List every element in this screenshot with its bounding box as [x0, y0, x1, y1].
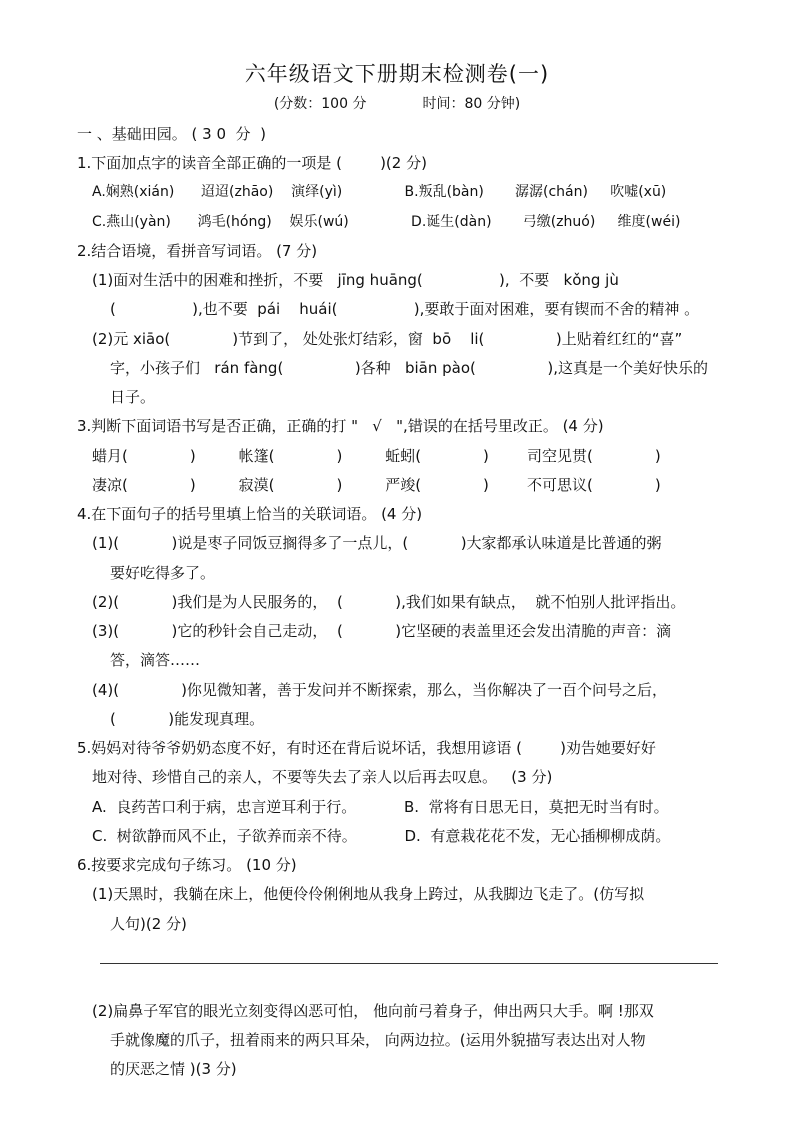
q4-item3-line1: (3)( )它的秒针会自己走动， ( )它坚硬的表盖里还会发出清脆的声音：滴 — [92, 622, 672, 640]
question-2: 2.结合语境，看拼音写词语。 (7 分) — [77, 242, 318, 260]
q2-part2-line2: 字，小孩子们 rán fàng( )各种 biān pào( ),这真是一个美好快乐的 — [110, 359, 709, 377]
time-info: 时间：80 分钟) — [422, 96, 521, 112]
q6-part2-line1: (2)扁鼻子军官的眼光立刻变得凶恶可怕， 他向前弓着身子，伸出两只大手。啊 !那双 — [92, 1002, 654, 1020]
q2-part1-line1: (1)面对生活中的困难和挫折，不要 jīng huāng( ), 不要 kǒng jù — [92, 271, 619, 289]
q1-options-ab: A.娴熟(xián) 迢迢(zhāo) 演绎(yì) B.叛乱(bàn) 潺潺(chán) 吹嘘(xū) — [92, 184, 667, 200]
q2-part1-line2: ( ),也不要 pái huái( ),要敢于面对困难，要有锲而不舍的精神 。 — [110, 300, 700, 318]
q3-row2: 凄凉( ) 寂漠( ) 严竣( ) 不可思议( ) — [92, 476, 661, 494]
q4-item1-line1: (1)( )说是枣子同饭豆搁得多了一点儿，( )大家都承认味道是比普通的粥 — [92, 534, 662, 552]
question-6: 6.按要求完成句子练习。 (10 分) — [77, 856, 297, 874]
question-4: 4.在下面句子的括号里填上恰当的关联词语。 (4 分) — [77, 505, 423, 523]
q6-part1-line1: (1)天黑时，我躺在床上，他便伶伶俐俐地从我身上跨过，从我脚边飞走了。(仿写拟 — [92, 885, 645, 903]
q6-part2-line3: 的厌恶之情 )(3 分) — [110, 1060, 237, 1078]
question-1: 1.下面加点字的读音全部正确的一项是 ( )(2 分) — [77, 154, 427, 172]
question-5-line1: 5.妈妈对待爷爷奶奶态度不好，有时还在背后说坏话，我想用谚语 ( )劝告她要好好 — [77, 739, 656, 757]
exam-info — [0, 93, 794, 113]
question-3: 3.判断下面词语书写是否正确，正确的打 " √ ",错误的在括号里改正。 (4 分) — [77, 417, 604, 435]
q6-part2-line2: 手就像魔的爪子，扭着雨来的两只耳朵， 向两边拉。(运用外貌描写表达出对人物 — [110, 1031, 646, 1049]
q4-item4-line2: ( )能发现真理。 — [110, 710, 265, 728]
q5-options-ab: A. 良药苦口利于病，忠言逆耳利于行。 B. 常将有日思无日，莫把无时当有时。 — [92, 798, 669, 816]
q4-item3-line2: 答，滴答…… — [110, 651, 201, 669]
score-info: (分数：100 分 — [273, 96, 367, 112]
q6-part1-line2: 人句)(2 分) — [110, 915, 187, 933]
q5-options-cd: C. 树欲静而风不止，子欲养而亲不待。 D. 有意栽花花不发，无心插柳柳成荫。 — [92, 827, 671, 845]
section-heading: 一 、基础田园。 ( 3 0 分 ) — [77, 125, 266, 143]
q4-item2: (2)( )我们是为人民服务的， ( ),我们如果有缺点， 就不怕别人批评指出。 — [92, 593, 686, 611]
q2-part2-line3: 日子。 — [110, 388, 156, 406]
page-title: 六年级语文下册期末检测卷(一) — [244, 62, 550, 86]
answer-line[interactable] — [100, 963, 718, 964]
q4-item4-line1: (4)( )你见微知著，善于发问并不断探索，那么，当你解决了一百个问号之后， — [92, 681, 667, 699]
q1-options-cd: C.燕山(yàn) 鸿毛(hóng) 娱乐(wú) D.诞生(dàn) 弓缴(zhuó) 维度(wéi) — [92, 214, 681, 230]
q3-row1: 蜡月( ) 帐篷( ) 蚯蚓( ) 司空见贯( ) — [92, 447, 661, 465]
q2-part2-line1: (2)元 xiāo( )节到了， 处处张灯结彩，窗 bō li( )上贴着红红的“喜” — [92, 330, 683, 348]
q4-item1-line2: 要好吃得多了。 — [110, 564, 216, 582]
question-5-line2: 地对待、珍惜自己的亲人，不要等失去了亲人以后再去叹息。 (3 分) — [92, 768, 553, 786]
